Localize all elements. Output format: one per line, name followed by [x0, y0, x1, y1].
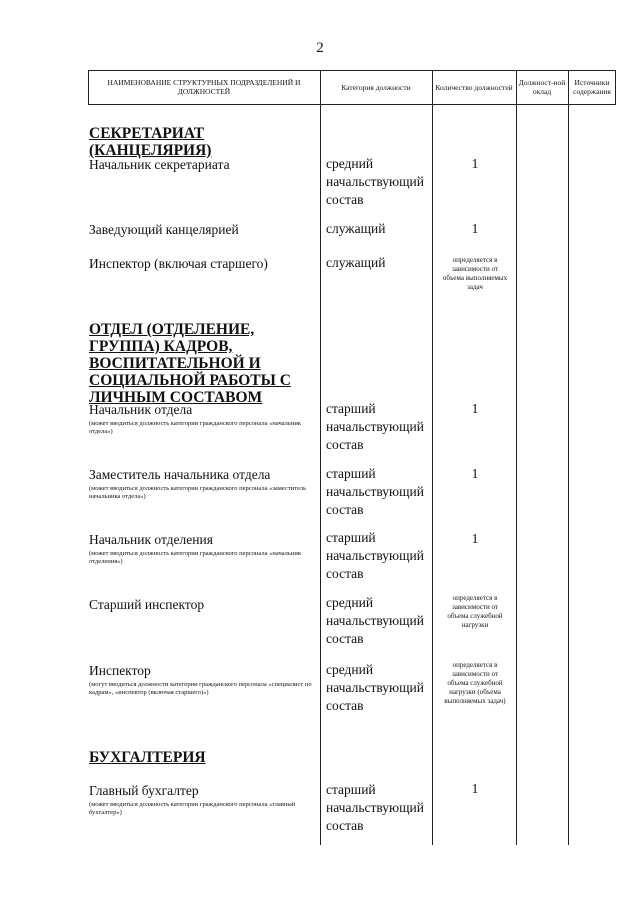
position-title: Начальник отдела — [89, 402, 193, 417]
table-row-position — [89, 402, 314, 436]
page-number: 2 — [316, 40, 324, 56]
position-quantity: 1 — [471, 156, 479, 171]
column-divider — [615, 70, 616, 104]
column-divider — [568, 70, 569, 845]
position-note: (может вводиться должность категории гражданского персонала «начальник отдела») — [89, 420, 301, 435]
position-category: служащий — [326, 221, 386, 236]
header-category-column: Категория должности — [341, 82, 411, 92]
position-category: средний начальствующий состав — [326, 156, 424, 207]
position-title: Начальник секретариата — [89, 157, 230, 172]
table-row-position — [89, 157, 314, 173]
position-quantity: определяется в зависимости от объема выполняемых задач — [442, 256, 508, 291]
position-category: старший начальствующий состав — [326, 782, 424, 833]
section-heading-accounting: БУХГАЛТЕРИЯ — [89, 749, 206, 766]
position-title: Инспектор (включая старшего) — [89, 256, 268, 271]
table-row-position — [89, 467, 314, 501]
position-category: служащий — [326, 255, 386, 270]
position-quantity: 1 — [471, 781, 479, 796]
position-category: средний начальствующий состав — [326, 662, 424, 713]
section-heading-personnel: ОТДЕЛ (ОТДЕЛЕНИЕ, ГРУППА) КАДРОВ, ВОСПИТАТЕЛЬНОЙ И СОЦИАЛЬНОЙ РАБОТЫ С ЛИЧНЫМ СОСТАВОМ — [89, 321, 291, 406]
position-quantity: 1 — [471, 401, 479, 416]
header-name-column: НАИМЕНОВАНИЕ СТРУКТУРНЫХ ПОДРАЗДЕЛЕНИЙ И ДОЛЖНОСТЕЙ — [107, 78, 301, 96]
position-title: Старший инспектор — [89, 597, 205, 612]
position-category: средний начальствующий состав — [326, 595, 424, 646]
header-bottom-border — [88, 104, 616, 105]
position-category: старший начальствующий состав — [326, 530, 424, 581]
table-row-position — [89, 222, 314, 238]
position-quantity: определяется в зависимости от объема служебной нагрузки — [447, 594, 503, 629]
position-note: (может вводиться должность категории гражданского персонала «главный бухгалтер») — [89, 801, 296, 816]
header-salary-column: Должност-ной оклад — [518, 78, 566, 96]
position-category: старший начальствующий состав — [326, 466, 424, 517]
position-title: Заведующий канцелярией — [89, 222, 239, 237]
position-quantity: 1 — [471, 466, 479, 481]
position-quantity: 1 — [471, 531, 479, 546]
column-divider — [516, 70, 517, 845]
position-title: Главный бухгалтер — [89, 783, 199, 798]
position-note: (могут вводиться должности категории гражданского персонала «специалист по кадрам», «инспектор (включая старшего)») — [89, 681, 312, 696]
position-title: Заместитель начальника отдела — [89, 467, 271, 482]
table-row-position — [89, 783, 314, 817]
position-quantity: определяется в зависимости от объема служебной нагрузки (объема выполняемых задач) — [444, 661, 506, 705]
table-row-position — [89, 532, 314, 566]
table-row-position — [89, 256, 314, 272]
position-title: Инспектор — [89, 663, 151, 678]
position-category: старший начальствующий состав — [326, 401, 424, 452]
section-heading-secretariat: СЕКРЕТАРИАТ (КАНЦЕЛЯРИЯ) — [89, 125, 212, 159]
header-quantity-column: Количество должностей — [435, 82, 513, 92]
header-sources-column: Источники содержания — [573, 78, 611, 96]
column-divider — [320, 70, 321, 845]
table-row-position — [89, 597, 314, 613]
position-note: (может вводиться должность категории гражданского персонала «начальник отделения») — [89, 550, 301, 565]
position-title: Начальник отделения — [89, 532, 213, 547]
position-quantity: 1 — [471, 221, 479, 236]
column-divider — [432, 70, 433, 845]
table-row-position — [89, 663, 314, 697]
position-note: (может вводиться должность категории гражданского персонала «заместитель начальника отдела») — [89, 485, 307, 500]
